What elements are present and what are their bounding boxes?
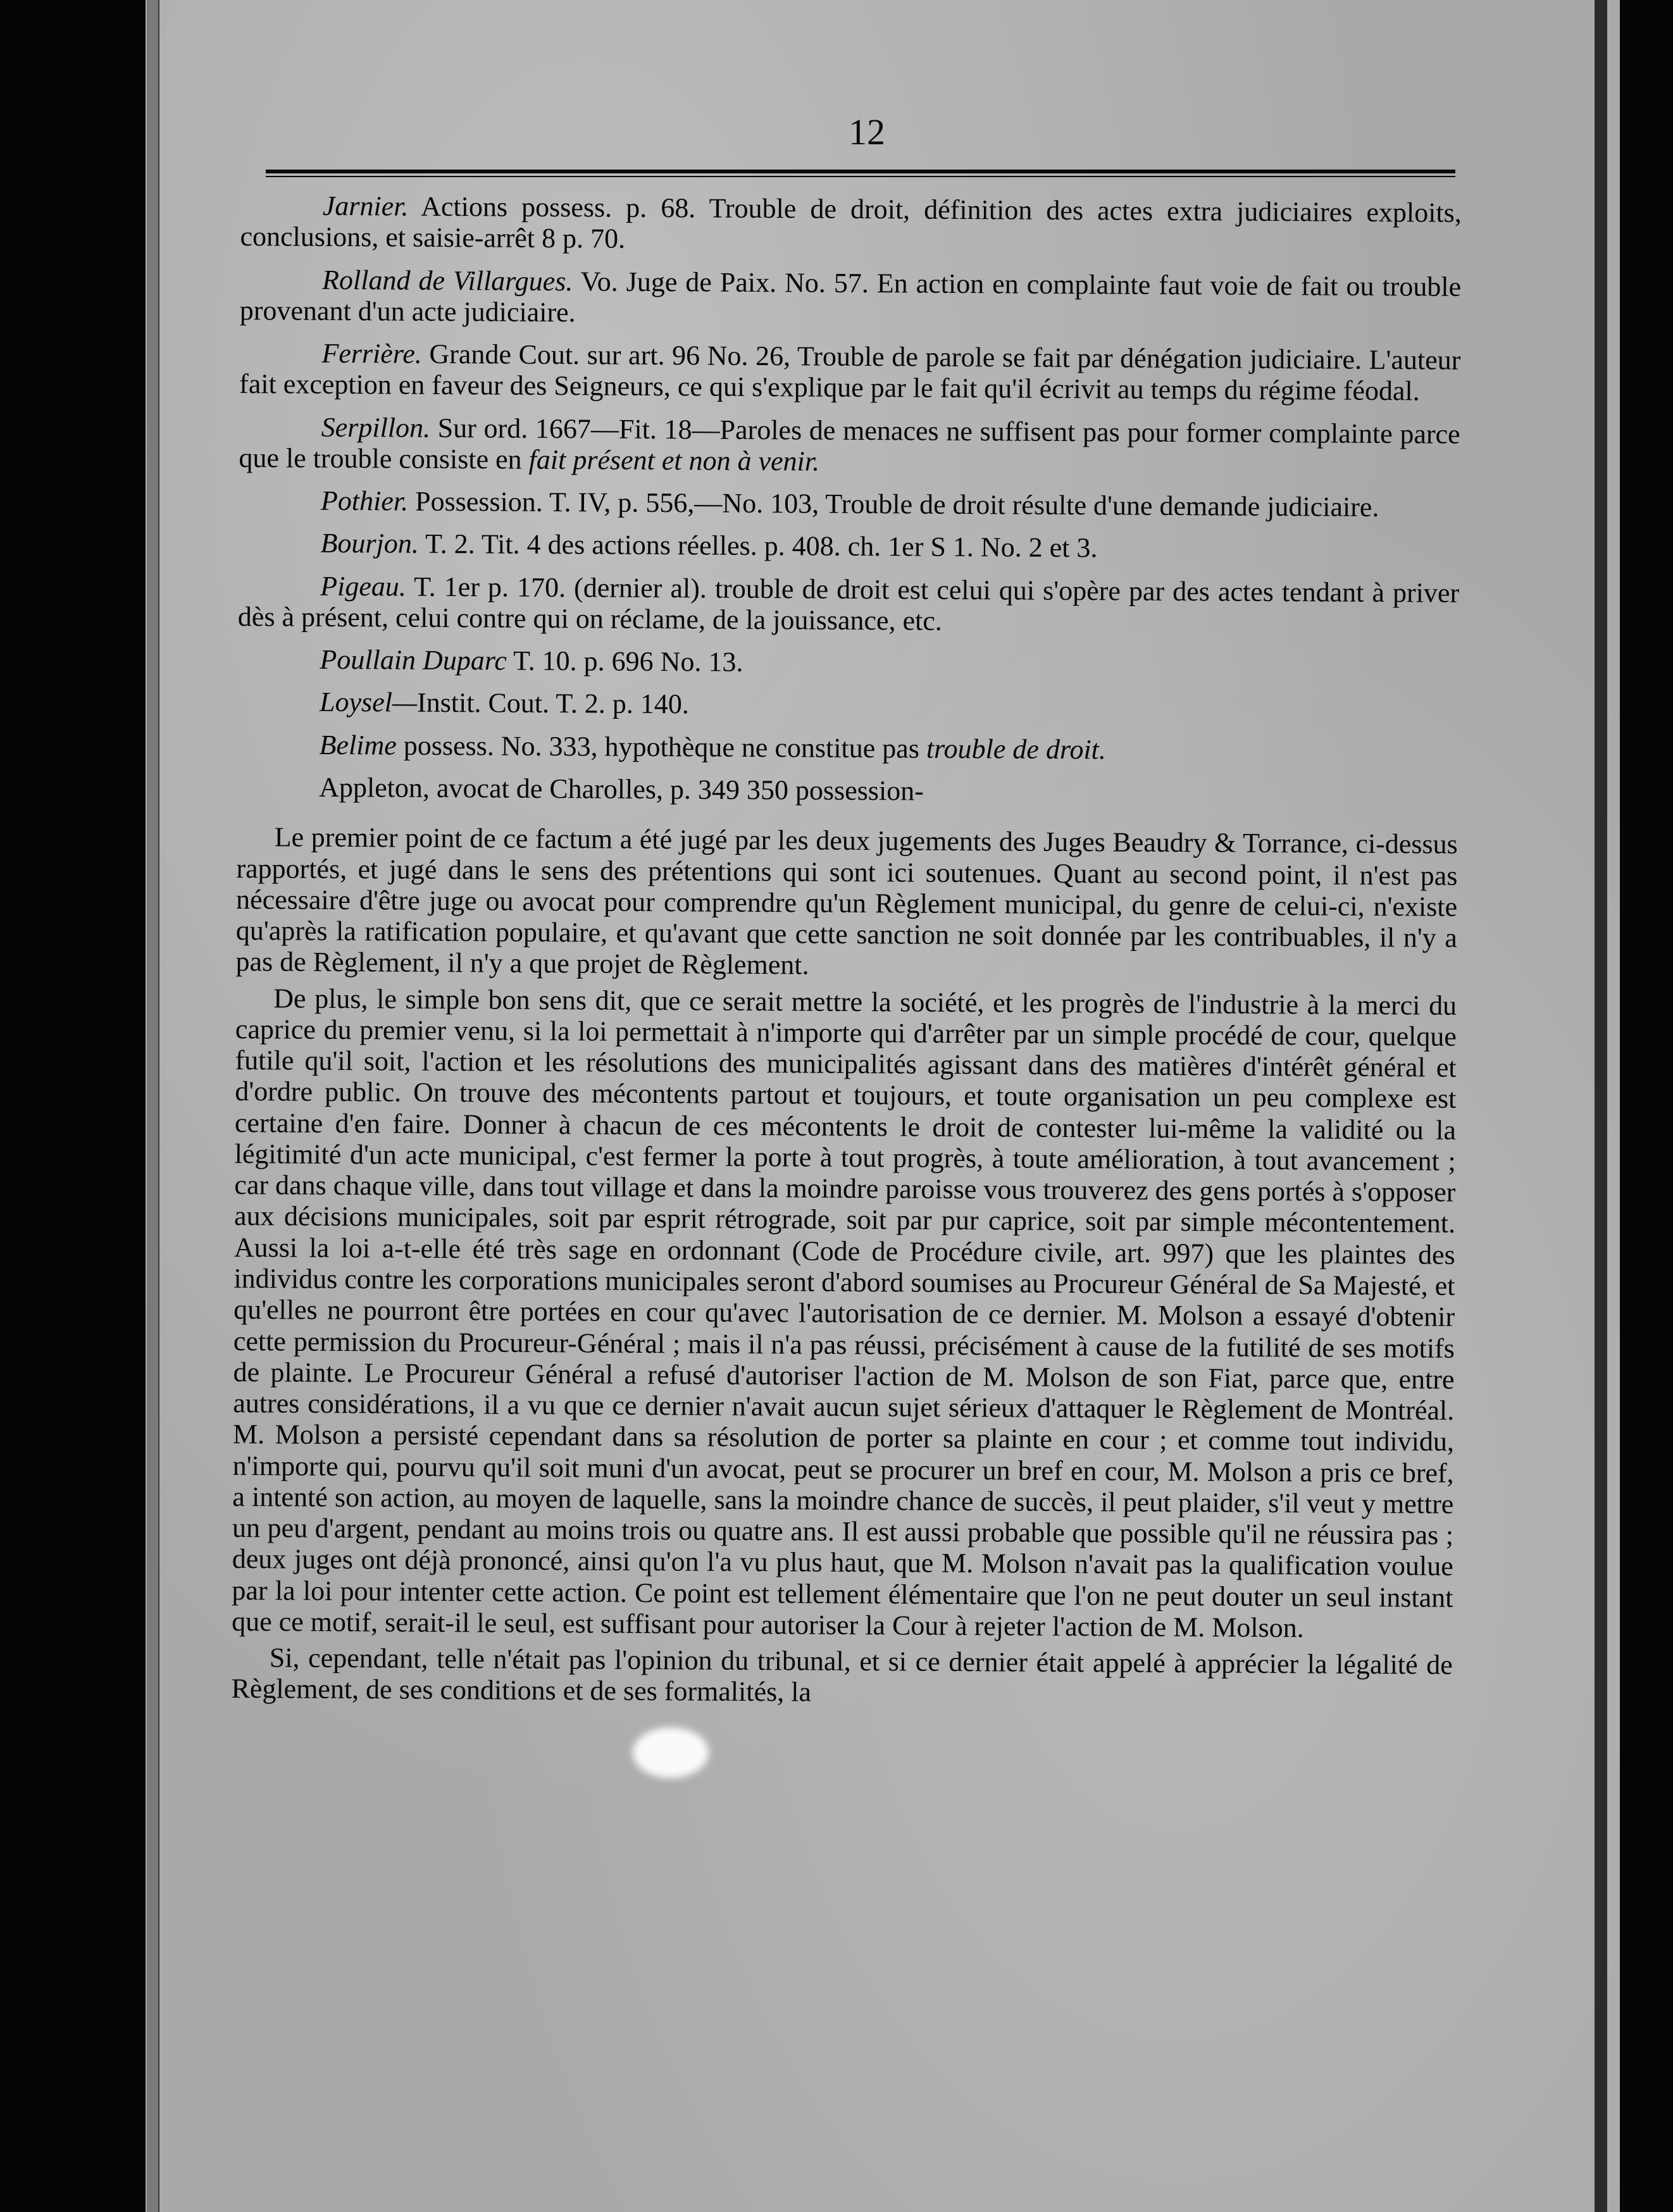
body-paragraph: De plus, le simple bon sens dit, que ce serait mettre la société, et les progrès de l'industrie à la merci du caprice du premier venu, si la loi permettait à n'importe qui d'arrêter par un simple procédé de cour, quelque futile qu'il soit, l'action et les résolutions des municipalités agissant dans des matières d'intérêt général et d'ordre public. On trouve des mécontents partout et toujours, et toute organisation un peu complexe est certaine d'en faire. Donner à chacun de ces mécontents le droit de contester lui-même la validité ou la légitimité d'un acte municipal, c'est fermer la porte à tout progrès, à toute amélioration, à tout avancement ; car dans chaque ville, dans tout village et dans la moindre paroisse vous trouverez des gens portés à s'opposer aux décisions municipales, soit par esprit rétrograde, soit par pur caprice, soit par simple mécontentement. Aussi la loi a-t-elle été très sage en ordonnant (Code de Procédure civile, art. 997) que les plaintes des individus contre les corporations municipales seront d'abord soumises au Procureur Général de Sa Majesté, et qu'elles ne pourront être portées en cour qu'avec l'autorisation de ce dernier. M. Molson a essayé d'obtenir cette permission du Procureur-Général ; mais il n'a pas réussi, précisément à cause de la futilité de ses motifs de plainte. Le Procureur Général a refusé d'autoriser l'action de M. Molson de son Fiat, parce que, entre autres considérations, il a vu que ce dernier n'avait aucun sujet sérieux d'attaquer le Règlement de Montréal. M. Molson a persisté cependant dans sa résolution de porter sa plainte en cour ; et comme tout individu, n'importe qui, pourvu qu'il soit muni d'un avocat, peut se procurer un bref en cour, M. Molson a pris ce bref, a intenté son action, au moyen de laquelle, sans la moindre chance de succès, il peut plaider, s'il veut y mettre un peu d'argent, pendant au moins trois ou quatre ans. Il est aussi probable que possible qu'il ne réussira pas ; deux juges ont déjà prononcé, ainsi qu'on l'a vu plus haut, que M. Molson n'avait pas la qualification voulue par la loi pour intenter cette action. Ce point est tellement élémentaire que l'on ne peut douter un seul instant que ce motif, serait-il le seul, est suffisant pour autoriser la Cour à rejeter l'action de M. Molson. <box>232 982 1457 1644</box>
page-number: 12 <box>849 111 885 152</box>
citation: Belime possess. No. 333, hypothèque ne constitue pas trouble de droit. <box>319 729 1107 766</box>
header-rule <box>266 170 1455 177</box>
citation: Pothier. Possession. T. IV, p. 556,—No. 103, Trouble de droit résulte d'une demande judiciaire. <box>320 485 1379 523</box>
citation: Ferrière. Grande Cout. sur art. 96 No. 26, Trouble de parole se fait par dénégation judiciaire. L'auteur fait exception en faveur des Seigneurs, ce qui s'explique par le fait qu'il écrivit au temps du régime féodal. <box>239 337 1461 407</box>
page-left-edge <box>147 0 159 2212</box>
page-body <box>231 190 1462 1712</box>
body-paragraph: Le premier point de ce factum a été jugé par les deux jugements des Juges Beaudry & Torrance, ci-dessus rapportés, et jugé dans le sens des prétentions qui sont ici soutenues. Quant au second point, il n'est pas nécessaire d'être juge ou avocat pour comprendre qu'un Règlement municipal, du genre de celui-ci, n'existe qu'après la ratification populaire, et qu'avant que cette sanction ne soit donnée par les contribuables, il n'y a pas de Règlement, il n'y a que projet de Règlement. <box>235 821 1458 981</box>
citation: Loysel—Instit. Cout. T. 2. p. 140. <box>319 687 690 720</box>
ink-smudge <box>633 1727 709 1778</box>
citation: Pigeau. T. 1er p. 170. (dernier al). trouble de droit est celui qui s'opère par des actes tendant à priver dès à présent, celui contre qui on réclame, de la jouissance, etc. <box>237 570 1460 637</box>
citation: Bourjon. T. 2. Tit. 4 des actions réelles. p. 408. ch. 1er S 1. No. 2 et 3. <box>320 528 1098 564</box>
body-paragraph: Si, cependant, telle n'était pas l'opinion du tribunal, et si ce dernier était appelé à apprécier la légalité de Règlement, de ses conditions et de ses formalités, la <box>231 1642 1453 1708</box>
citation: Appleton, avocat de Charolles, p. 349 350 possession- <box>319 771 924 807</box>
citation: Serpillon. Sur ord. 1667—Fit. 18—Paroles de menaces ne suffisent pas pour former complainte parce que le trouble consiste en fait présent et non à venir. <box>239 411 1460 477</box>
page-right-edge <box>1595 0 1607 2212</box>
citation: Rolland de Villargues. Vo. Juge de Paix. No. 57. En action en complainte faut voie de fait ou trouble provenant d'un acte judiciaire. <box>239 264 1462 328</box>
citation-list <box>237 190 1462 810</box>
citation: Jarnier. Actions possess. p. 68. Trouble de droit, définition des actes extra judiciaires exploits, conclusions, et saisie-arrêt 8 p. 70. <box>240 190 1462 254</box>
citation: Poullain Duparc T. 10. p. 696 No. 13. <box>320 643 743 678</box>
